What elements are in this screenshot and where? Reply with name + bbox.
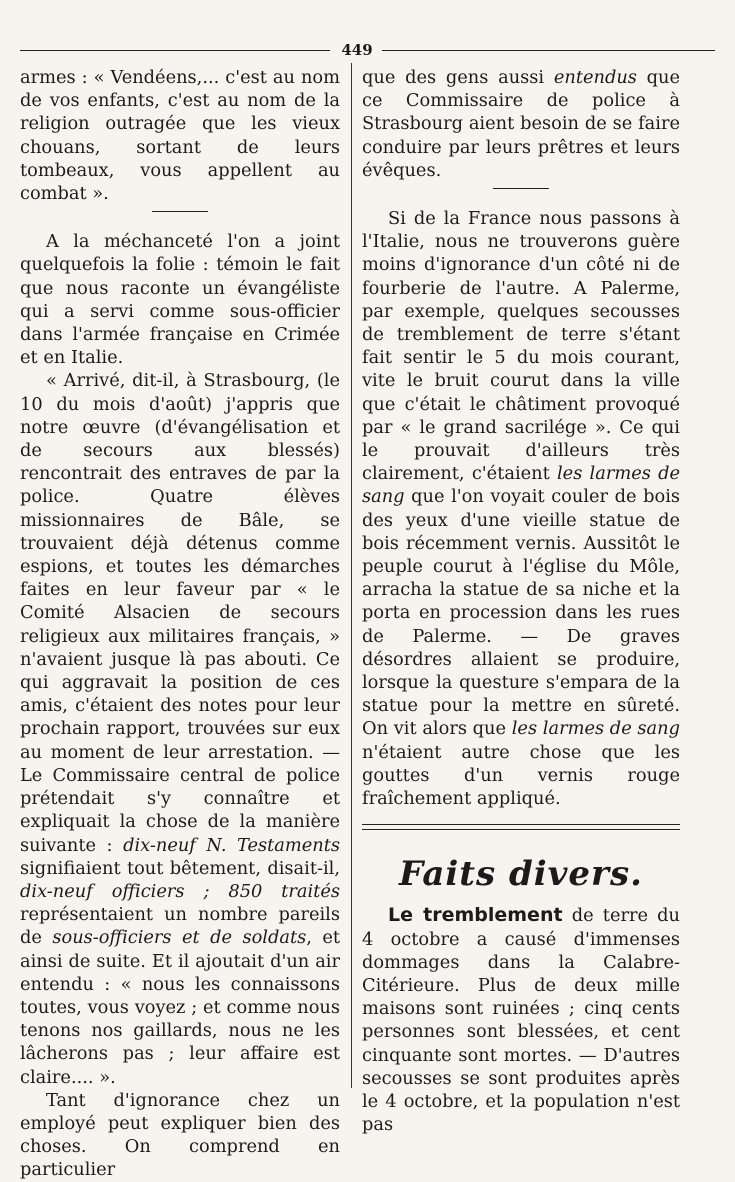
paragraph-tremblement [362, 904, 680, 1136]
separator-rule [493, 188, 549, 189]
paragraph-palerme [362, 207, 680, 810]
text-run: « Arrivé, dit-il, à Strasbourg, (le 10 du mois d'août) j'appris que notre œuvre (d'évangélisation et de secours aux blessés) rencontrait des entraves de par la police. Quatre élèves missionnaires de Bâle, se trouvaient déjà détenus comme espions, et toutes les démarches faites en leur faveur par « le Comité Alsacien de secours religieux aux militaires français, » n'avaient jusque là pas abouti. Ce qui aggravait la position de ces amis, c'étaient des notes pour leur prochain rapport, trouvées sur eux au moment de leur arrestation. — Le Commissaire central de police prétendait s'y connaître et expliquait la chose de la manière suivante : [20, 370, 340, 856]
text-run: signifiaient tout bêtement, disait-il, [20, 857, 340, 879]
left-column [20, 66, 340, 1182]
text-run: que des gens aussi [362, 67, 545, 88]
column-divider [351, 63, 352, 1088]
text-run: n'étaient autre chose que les gouttes d'un vernis rouge fraîchement appliqué. [362, 741, 680, 810]
paragraph-commissaire [362, 66, 680, 182]
section-title: Faits divers. [399, 854, 643, 895]
text-run: représentaient un nombre pareils de [20, 904, 340, 949]
italic-run: les larmes de sang [511, 718, 680, 740]
right-column [362, 66, 680, 1136]
page-header [20, 40, 715, 60]
paragraph-mechancete: A la méchanceté l'on a joint quelquefois la folie : témoin le fait que nous raconte un évangéliste qui a servi comme sous-officier dans l'armée française en Crimée et en Italie. [20, 231, 340, 369]
lead-in: Le tremblement [388, 904, 563, 927]
page-number: 449 [341, 41, 373, 59]
italic-run: sous-officiers et de soldats [52, 927, 307, 949]
italic-run: entendus [553, 67, 637, 88]
paragraph-vendeens: armes : « Vendéens,... c'est au nom de vos enfants, c'est au nom de la religion outragée que les vieux chouans, sortant de leurs tombeaux, vous appellent au combat ». [20, 67, 340, 205]
paragraph-ignorance: Tant d'ignorance chez un employé peut expliquer bien des choses. On comprend en particulier [20, 1089, 340, 1181]
text-run: Si de la France nous passons à l'Italie, nous ne trouverons guère moins d'ignorance d'un côté ni de fourberie de l'autre. A Palerme, par exemple, quelques secousses de tremblement de terre s'étant fait sentir le 5 du mois courant, vite le bruit courut dans la ville que c'était le châtiment provoqué par « le grand sacrilége ». Ce qui le prouvait d'ailleurs très clairement, c'étaient [362, 208, 680, 485]
text-run: de terre du 4 octobre a causé d'immenses dommages dans la Calabre-Citérieure. Plus de deux mille maisons sont ruinées ; cinq cents personnes sont blessées, et cent cinquante sont mortes. — D'autres secousses se sont produites après le 4 octobre, et la population n'est pas [362, 905, 680, 1136]
text-run: , et ainsi de suite. Et il ajoutait d'un air entendu : « nous les connaissons toutes, vous voyez ; et comme nous tenons nos gaillards, nous ne les lâcherons pas ; leur affaire est claire.... ». [20, 927, 340, 1088]
italic-run: dix-neuf N. Testaments [123, 834, 340, 856]
paragraph-strasbourg [20, 369, 340, 1088]
double-rule [362, 824, 680, 830]
text-run: que l'on voyait couler de bois des yeux d'une vieille statue de bois récemment vernis. Aussitôt le peuple courut à l'église du Môle, arracha la statue de sa niche et la porta en procession dans les rues de Palerme. — De graves désordres allaient se produire, lorsque la questure s'empara de la statue pour la mettre en sûreté. On vit alors que [362, 486, 681, 740]
header-rule-left [20, 50, 330, 51]
italic-run: les larmes de sang [362, 463, 680, 508]
italic-run: dix-neuf officiers ; 850 traités [20, 880, 340, 902]
text-run: que ce Commissaire de police à Strasbourg aient besoin de se faire conduire par leurs prêtres et leurs évêques. [362, 67, 681, 181]
separator-rule [152, 211, 208, 212]
header-rule-right [382, 50, 715, 51]
